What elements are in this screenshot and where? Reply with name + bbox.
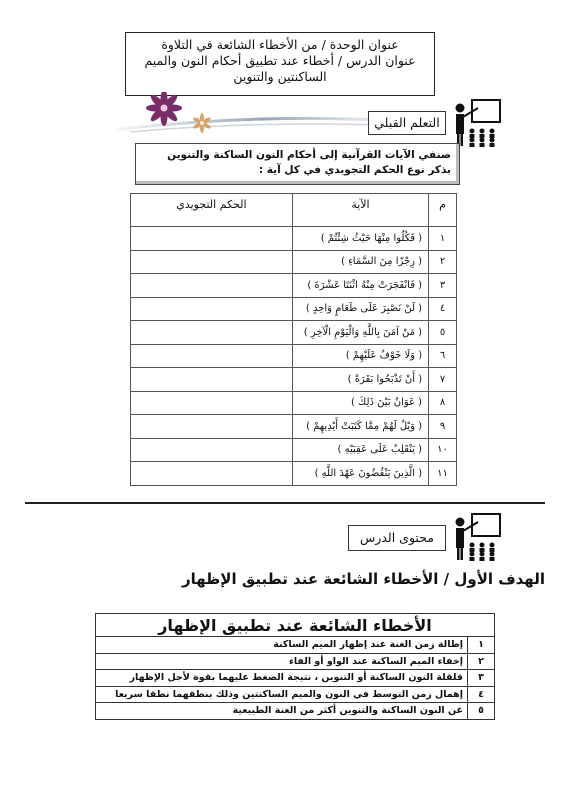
lesson-content-label: محتوى الدرس — [348, 525, 446, 551]
row-number: ١١ — [429, 462, 457, 486]
verse-text: ( يَنْقَلِبُ عَلَى عَقِبَيْهِ ) — [292, 438, 428, 462]
error-text: إطالة زمن الغنة عند إظهار الميم الساكنة — [96, 637, 468, 654]
row-number: ٥ — [468, 703, 495, 720]
rule-answer-cell[interactable] — [131, 391, 293, 415]
col-header-rule: الحكم التجويدي — [131, 194, 293, 227]
verse-text: ( عَوَانٌ بَيْنَ ذَلِكَ ) — [292, 391, 428, 415]
lesson-title-continued: الساكنتين والتنوين — [233, 69, 327, 84]
row-number: ٤ — [468, 686, 495, 703]
table-row — [131, 415, 457, 439]
table-row — [131, 274, 457, 298]
unit-title: عنوان الوحدة / من الأخطاء الشائعة في التلاوة — [161, 37, 399, 52]
verse-text: ( أَنْ تَذْبَحُوا بَقَرَةً ) — [292, 368, 428, 392]
row-number: ٣ — [468, 670, 495, 687]
verses-table — [130, 193, 457, 486]
col-header-verse: الآية — [292, 194, 428, 227]
table-row — [131, 368, 457, 392]
row-number: ٢ — [429, 250, 457, 274]
verse-text: ( مَنْ آمَنَ بِاللَّهِ وَالْيَوْمِ الْآخِرِ ) — [292, 321, 428, 345]
rule-answer-cell[interactable] — [131, 462, 293, 486]
row-number: ١ — [429, 227, 457, 251]
verse-text: ( فَكُلُوا مِنْهَا حَيْثُ شِئْتُمْ ) — [292, 227, 428, 251]
error-text: قلقلة النون الساكنة أو التنوين ، نتيجة الضغط عليهما بقوة لأجل الإظهار — [96, 670, 468, 687]
row-number: ٨ — [429, 391, 457, 415]
prior-learning-label: التعلم القبلي — [368, 111, 446, 135]
row-number: ٩ — [429, 415, 457, 439]
rule-answer-cell[interactable] — [131, 321, 293, 345]
rule-answer-cell[interactable] — [131, 415, 293, 439]
teacher-icon — [452, 98, 502, 148]
table-row — [96, 670, 495, 687]
lesson-title-box — [125, 32, 435, 96]
table-row — [96, 637, 495, 654]
table-row — [131, 297, 457, 321]
row-number: ٢ — [468, 653, 495, 670]
errors-table-title: الأخطاء الشائعة عند تطبيق الإظهار — [96, 614, 495, 637]
row-number: ٣ — [429, 274, 457, 298]
row-number: ١ — [468, 637, 495, 654]
table-row — [131, 321, 457, 345]
error-text: غن النون الساكنة والتنوين أكثر من الغنة الطبيعية — [96, 703, 468, 720]
table-row — [131, 344, 457, 368]
row-number: ٥ — [429, 321, 457, 345]
verse-text: ( فَانْفَجَرَتْ مِنْهُ اثْنَتَا عَشْرَةَ ) — [292, 274, 428, 298]
col-header-num: م — [429, 194, 457, 227]
rule-answer-cell[interactable] — [131, 250, 293, 274]
row-number: ١٠ — [429, 438, 457, 462]
table-row — [131, 227, 457, 251]
table-row — [96, 653, 495, 670]
goal-heading: الهدف الأول / الأخطاء الشائعة عند تطبيق الإظهار — [181, 570, 545, 588]
table-row — [131, 462, 457, 486]
errors-table — [95, 613, 495, 720]
error-text: إخفاء الميم الساكنة عند الواو أو الفاء — [96, 653, 468, 670]
verse-text: ( لَنْ نَصْبِرَ عَلَى طَعَامٍ وَاحِدٍ ) — [292, 297, 428, 321]
section-divider — [25, 502, 545, 504]
rule-answer-cell[interactable] — [131, 438, 293, 462]
row-number: ٤ — [429, 297, 457, 321]
table-row — [96, 703, 495, 720]
table-row — [131, 438, 457, 462]
teacher-icon — [452, 512, 502, 562]
rule-answer-cell[interactable] — [131, 368, 293, 392]
table-row — [131, 391, 457, 415]
instruction-box: صنفي الآيات القرآنية إلى أحكام النون الساكنة والتنوين بذكر نوع الحكم التجويدي في كل آية : — [135, 143, 460, 185]
verse-text: ( وَلَا خَوْفٌ عَلَيْهِمْ ) — [292, 344, 428, 368]
verse-text: ( رِجْزًا مِنَ السَّمَاءِ ) — [292, 250, 428, 274]
rule-answer-cell[interactable] — [131, 227, 293, 251]
row-number: ٧ — [429, 368, 457, 392]
verse-text: ( الَّذِينَ يَنْقُضُونَ عَهْدَ اللَّهِ ) — [292, 462, 428, 486]
row-number: ٦ — [429, 344, 457, 368]
rule-answer-cell[interactable] — [131, 274, 293, 298]
rule-answer-cell[interactable] — [131, 297, 293, 321]
table-row — [131, 250, 457, 274]
error-text: إهمال زمن التوسط في النون والميم الساكنتين وذلك بنطقهما نطقا سريعا — [96, 686, 468, 703]
rule-answer-cell[interactable] — [131, 344, 293, 368]
verse-text: ( وَيْلٌ لَهُمْ مِمَّا كَتَبَتْ أَيْدِيهِمْ ) — [292, 415, 428, 439]
table-row — [96, 686, 495, 703]
lesson-title: عنوان الدرس / أخطاء عند تطبيق أحكام النون والميم — [144, 53, 416, 68]
